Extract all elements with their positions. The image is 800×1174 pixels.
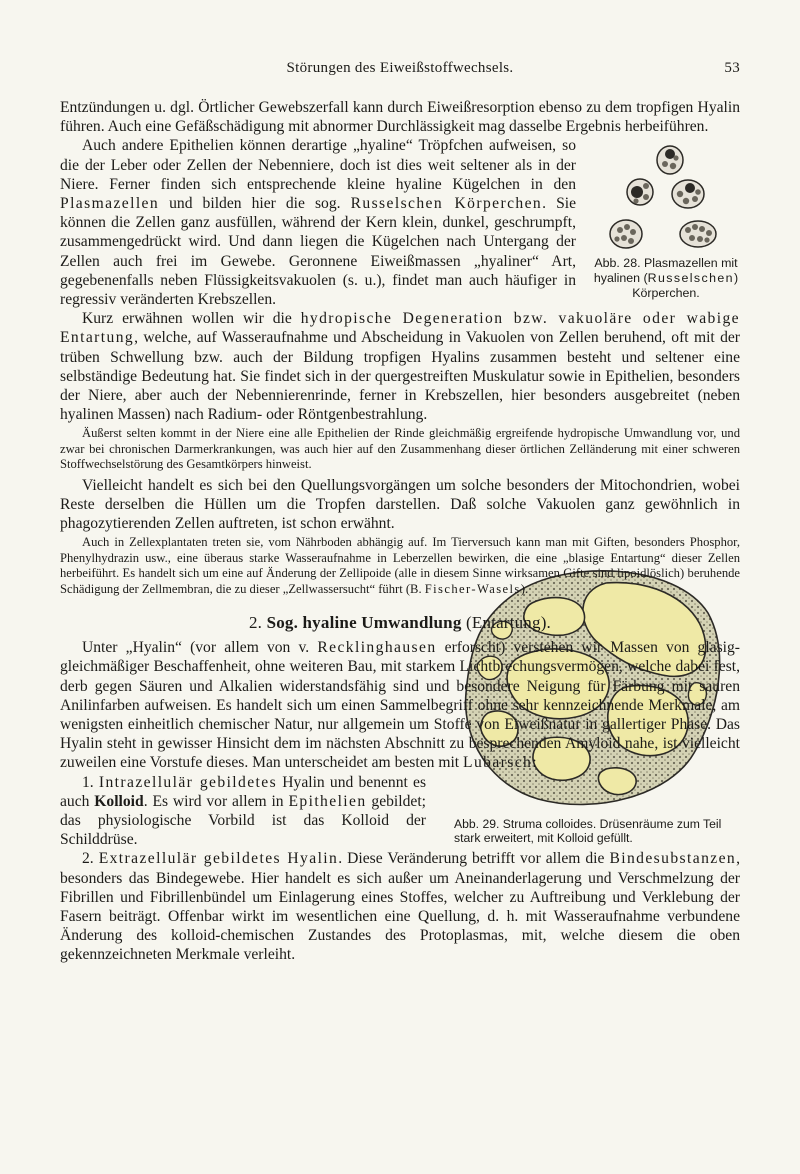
section-heading: 2. Sog. hyaline Umwandlung (Entartung). (248, 612, 552, 632)
small-note-1: Äußerst selten kommt in der Niere eine alle Epithelien der Rinde gleichmäßig ergreifende hydropische Umwandlung vor, und zwar bei chronischen Darmerkrankungen, was auch hier auf den Zusammenhang dieser örtlichen Zelländerung mit einer schweren Stoffwechselstörung des Gesamtkörpers hinweist. (60, 426, 740, 472)
paragraph-3: Kurz erwähnen wollen wir die hydropische Degeneration bzw. vakuoläre oder wabige Entartung, welche, auf Wasseraufnahme und Abscheidung in Vakuolen von Zellen beruhend, oft mit der trüben Schwellung bzw. auch der Bildung tropfigen Hyalins zusammen besteht und seltener eine selbständige Bedeutung hat. Sie findet sich in der quergestreiften Muskulatur sowie in Epithelien, besonders der Niere, aber auch der Nebennierenrinde, ferner in Krebszellen, hier besonders ausgebreitet (neben hyalinen Massen) nach Radium- oder Röntgenbestrahlung. (60, 310, 740, 424)
paragraph-6: 1. Intrazellulär gebildetes Hyalin und benennt es auch Kolloid. Es wird vor allem in Epithelien gebildet; das physiologische Vorbild ist das Kolloid der Schilddrüse. (60, 773, 427, 849)
figure-29-caption: Abb. 29. Struma colloides. Drüsenräume zum Teil stark erweitert, mit Kolloid gefüllt. (454, 816, 722, 846)
running-title: Störungen des Eiweißstoffwechsels. (286, 60, 514, 76)
paragraph-4: Vielleicht handelt es sich bei den Quellungsvorgängen um solche besonders der Mitochondrien, wobei Reste derselben die Hüllen um die Tropfen darstellen. Daß solche Vakuolen ganz gewöhnlich in phagozytierenden Zellen auftreten, ist schon erwähnt. (60, 476, 740, 533)
small-note-2: Auch in Zellexplantaten treten sie, vom Nährboden abhängig auf. Im Tierversuch kann man mit Giften, besonders Phosphor, Phenylhydrazin usw., eine überaus starke Wasseraufnahme in Leberzellen bewirken, die eine „blasige Entartung“ dieser Zellen herbeiführt. Es handelt sich um eine auf Änderung der Zellipoide (alle in diesem Sinne wirksamen Gifte sind lipoidlöslich) beruhende Schädigung der Zellmembran, die zu dieser „Zellwassersucht“ führt (B. Fischer-Wasels). (60, 535, 740, 596)
body-text (60, 98, 740, 965)
paragraph-1: Entzündungen u. dgl. Örtlicher Gewebszerfall kann durch Eiweißresorption ebenso zu dem tropfigen Hyalin führen. Auch eine Gefäßschädigung mit abnormer Durchlässigkeit mag dasselbe Ergebnis herbeiführen. (60, 99, 740, 136)
paragraph-7: 2. Extrazellulär gebildetes Hyalin. Diese Veränderung betrifft vor allem die Bindesubstanzen, besonders das Bindegewebe. Hier handelt es sich außer um Aneinanderlagerung und Verschmelzung der Fibrillen und Fibrillenbündel um Einlagerung eines Stoffes, welcher zu Auftreibung und Verklebung der Fasern beiträgt. Offenbar wirkt im wesentlichen eine Quellung, d. h. mit Wasseraufnahme verbundene Änderung des kolloid-chemischen Zustandes des Protoplasmas, mit, welche diesem die oben gekennzeichneten Merkmale verleiht. (60, 850, 741, 964)
plasma-cells-illustration (606, 142, 726, 254)
paragraph-2: Auch andere Epithelien können derartige „hyaline“ Tröpfchen aufweisen, so die der Leber oder Zellen der Nebenniere, doch ist dies weit seltener als in der Niere. Ferner finden sich entsprechende kleine hyaline Kügelchen in den Plasmazellen und bilden hier die sog. Russelschen Körperchen. Sie können die Zellen ganz ausfüllen, während der Kern klein, dunkel, geschrumpft, zusammengedrückt wird. Und dann liegen die Kügelchen nach Untergang der Zellen auch frei im Gewebe. Geronnene Eiweißmassen „hyaliner“ Art, gegebenenfalls neben Flüssigkeitsvakuolen (s. u.), findet man auch häufiger in regressiv veränderten Krebszellen. (60, 137, 576, 309)
paragraph-5a: Unter „Hyalin“ (vor allem von v. Recklinghausen erforscht) verstehen wir Massen von glasig-gleichmäßiger Beschaffenheit, ohne weiteren Bau, mit starkem Lichtbrechungsvermögen, welche dabei fest, derb gegen Säuren und Alkalien widerstandsfähig sind und besondere Neigung für Färbung mit sauren Anilinfarben aufweisen. Es handelt sich um einen Sammelbegriff ohne sehr kennzeichnende Merkmale, am wenigsten einheitlich chemischer Natur, nur allgemein um Stoffe von Eiweißnatur in gallertiger Phase. Das Hyalin steht in gewisser Hinsicht dem im nächsten Abschnitt zu besprechenden Amyloid nahe, ist vielleicht zuweilen eine Vorstufe dieses. Man unterscheidet am besten mit Lubarsch: (60, 639, 740, 772)
page-number: 53 (724, 60, 740, 76)
figure-28-caption: Abb. 28. Plasmazellen mit hyalinen (Russelschen) Körperchen. (593, 256, 739, 300)
running-head (60, 60, 740, 80)
figure-28 (592, 142, 740, 300)
